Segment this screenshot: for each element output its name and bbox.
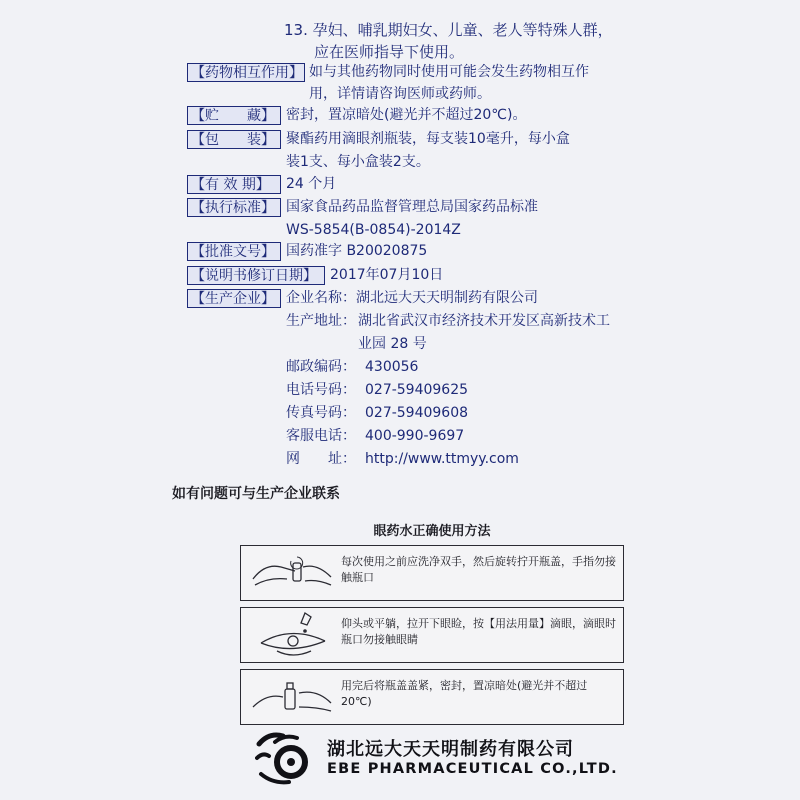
section-label-interactions: 【药物相互作用】 (187, 63, 305, 82)
package-line1: 聚酯药用滴眼剂瓶装，每支装10毫升，每小盒 (286, 131, 570, 147)
section-label-standard: 【执行标准】 (187, 198, 281, 217)
address-line2: 业园 28 号 (358, 336, 427, 352)
address-line1: 湖北省武汉市经济技术开发区高新技术工 (358, 313, 610, 329)
usage-step-2-text: 仰头或平躺，拉开下眼睑，按【用法用量】滴眼，滴眼时瓶口勿接触眼睛 (341, 617, 616, 646)
usage-instructions (240, 520, 624, 725)
approval-text: 国药准字 B20020875 (286, 243, 428, 259)
interactions-line2: 用，详情请咨询医师或药师。 (309, 86, 491, 102)
package-line2: 装1支、每小盒装2支。 (286, 154, 430, 170)
standard-line1: 国家食品药品监督管理总局国家药品标准 (286, 199, 538, 215)
item-13-line1: 13. 孕妇、哺乳期妇女、儿童、老人等特殊人群， (284, 21, 613, 39)
fax-label: 传真号码： (286, 405, 356, 421)
postcode-label: 邮政编码： (286, 359, 356, 375)
website-label: 网 址： (286, 451, 356, 467)
section-label-package: 【包 装】 (187, 130, 281, 149)
section-label-storage: 【贮 藏】 (187, 106, 281, 125)
phone-value: 027-59409625 (365, 382, 469, 398)
section-label-approval: 【批准文号】 (187, 242, 281, 261)
company-footer (255, 728, 775, 788)
usage-step-3-text: 用完后将瓶盖盖紧，密封，置凉暗处(避光并不超过20℃) (341, 679, 588, 708)
section-label-shelf-life: 【有 效 期】 (187, 175, 281, 194)
item-13-line2: 应在医师指导下使用。 (314, 43, 465, 61)
fax-value: 027-59409608 (365, 405, 469, 421)
section-label-manufacturer: 【生产企业】 (187, 289, 281, 308)
company-name-line: 企业名称：湖北远大天天明制药有限公司 (286, 290, 538, 306)
eye-drop-icon (247, 611, 337, 659)
hands-washing-bottle-icon (247, 549, 337, 597)
phone-label: 电话号码： (286, 382, 356, 398)
shelf-life-text: 24 个月 (286, 176, 337, 192)
usage-step-2 (240, 607, 624, 663)
usage-step-3 (240, 669, 624, 725)
closing-cap-icon (247, 673, 337, 721)
company-name-cn: 湖北远大天天明制药有限公司 (327, 739, 574, 760)
revision-date-text: 2017年07月10日 (330, 267, 444, 283)
storage-text: 密封，置凉暗处(避光并不超过20℃)。 (286, 107, 527, 123)
postcode-value: 430056 (365, 359, 419, 375)
ebe-logo-icon (255, 730, 317, 786)
website-value: http://www.ttmyy.com (365, 451, 519, 467)
section-label-revision-date: 【说明书修订日期】 (187, 266, 325, 285)
contact-note: 如有问题可与生产企业联系 (172, 486, 340, 502)
service-label: 客服电话： (286, 428, 356, 444)
interactions-line1: 如与其他药物同时使用可能会发生药物相互作 (309, 64, 589, 80)
company-name-en: EBE PHARMACEUTICAL CO.,LTD. (327, 761, 618, 777)
usage-title: 眼药水正确使用方法 (373, 524, 491, 539)
usage-step-1-text: 每次使用之前应洗净双手，然后旋转拧开瓶盖，手指勿接触瓶口 (341, 555, 616, 584)
service-value: 400-990-9697 (365, 428, 465, 444)
usage-step-1 (240, 545, 624, 601)
address-label: 生产地址： (286, 313, 356, 329)
standard-line2: WS-5854(B-0854)-2014Z (286, 222, 461, 238)
